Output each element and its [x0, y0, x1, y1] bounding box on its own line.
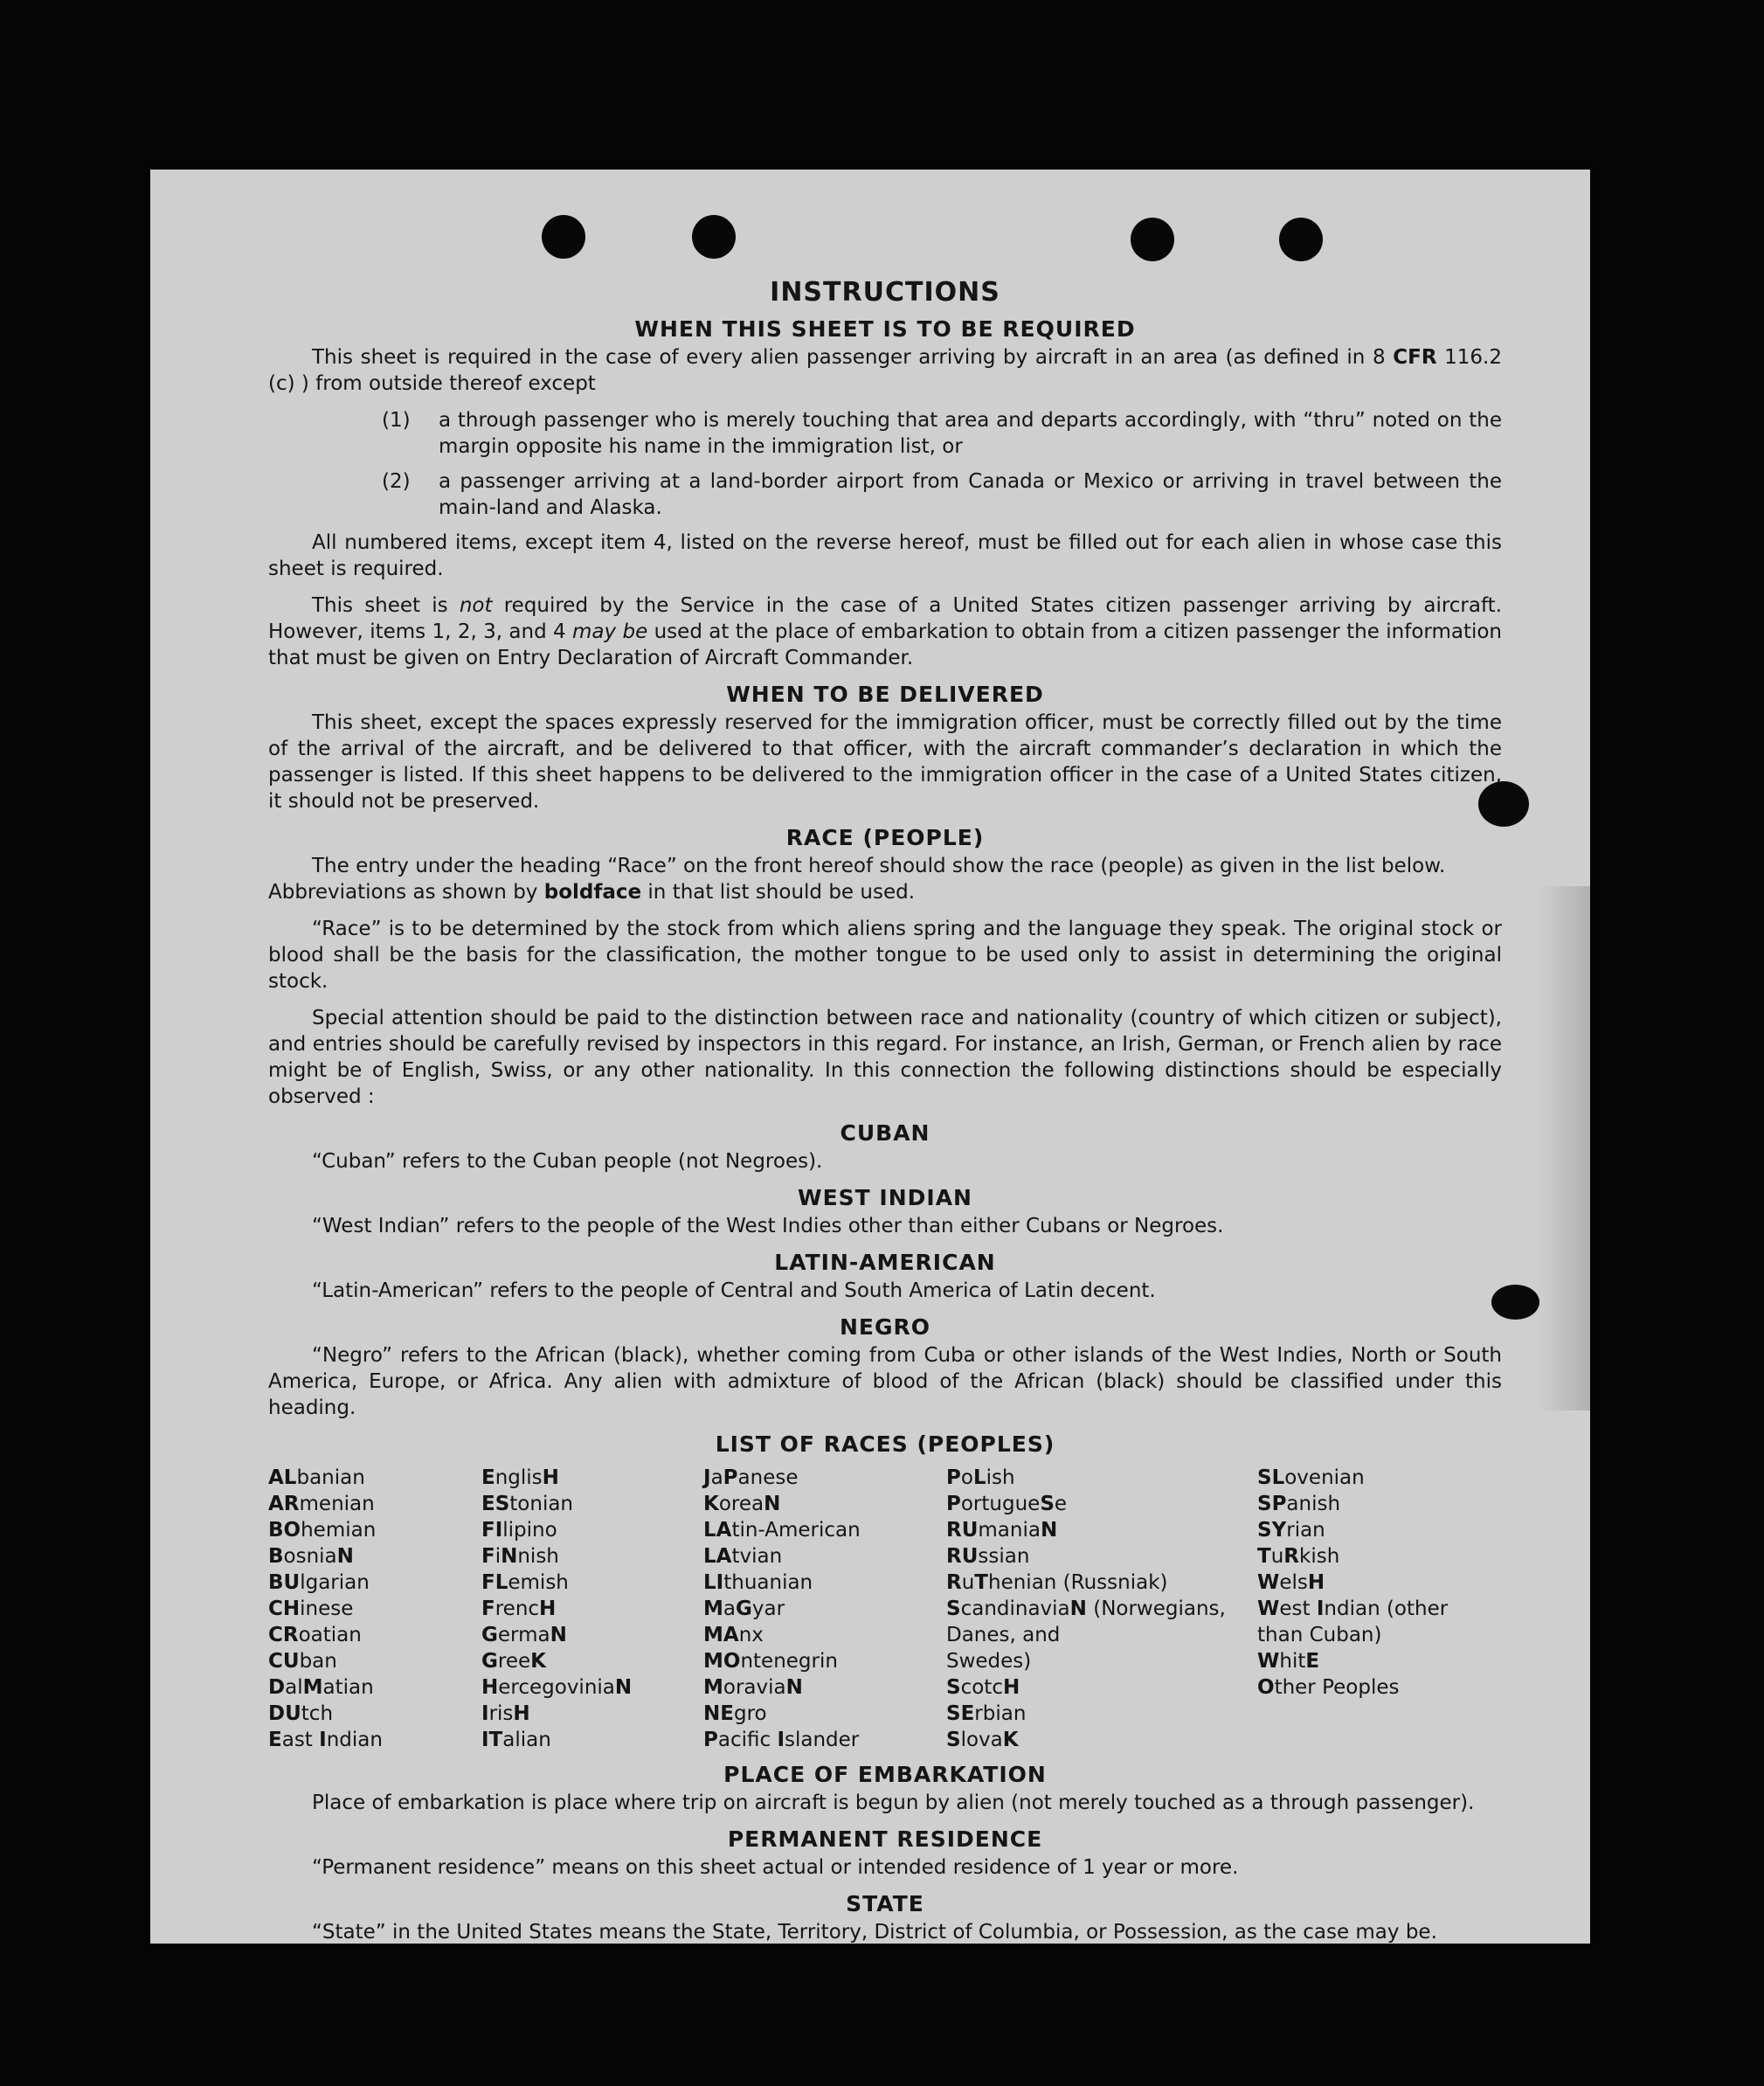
paragraph: The entry under the heading “Race” on the front hereof should show the race (people) as given in the list below.	[312, 855, 1446, 877]
race-entry: ScotcH	[946, 1676, 1020, 1699]
race-entry: TuRkish	[1257, 1545, 1340, 1568]
race-entry: LIthuanian	[703, 1571, 813, 1594]
race-entry: NEgro	[703, 1702, 767, 1725]
paragraph: “Latin-American” refers to the people of Central and South America of Latin decent.	[312, 1279, 1156, 1302]
race-entry: BUlgarian	[268, 1571, 370, 1594]
races-column	[268, 1465, 481, 1753]
paragraph: This sheet is not required by the Service in the case of a United States citizen passenger arriving by aircraft. However, items 1, 2, 3, and 4 may be used at the place of embarkation to obtain from a citizen passenger the information that must be given on Entry Declaration of Aircraft Commander.	[268, 594, 1502, 669]
race-entry: PortugueSe	[946, 1493, 1068, 1515]
paragraph: This sheet, except the spaces expressly reserved for the immigration officer, must be correctly filled out by the time of the arrival of the aircraft, and be delivered to that officer, with the aircraft commander’s declaration in which the passenger is listed. If this sheet happens to be delivered to the immigration officer in the case of a United States citizen, it should not be preserved.	[268, 711, 1502, 813]
race-entry: ITalian	[481, 1729, 551, 1751]
race-entry: SPanish	[1257, 1493, 1341, 1515]
race-entry: East Indian	[268, 1729, 383, 1751]
race-entry: WhitE	[1257, 1650, 1320, 1673]
paragraph: All numbered items, except item 4, listed on the reverse hereof, must be filled out for each alien in whose case this sheet is required.	[268, 531, 1502, 580]
race-entry: EnglisH	[481, 1466, 559, 1489]
race-entry: SErbian	[946, 1702, 1027, 1725]
races-column	[1257, 1465, 1467, 1753]
race-entry: MOntenegrin	[703, 1650, 838, 1673]
race-entry: KoreaN	[703, 1493, 781, 1515]
section-heading: STATE	[846, 1891, 924, 1916]
races-column	[946, 1465, 1257, 1753]
race-entry: RUmaniaN	[946, 1519, 1058, 1542]
race-entry: CRoatian	[268, 1624, 362, 1646]
race-entry: DalMatian	[268, 1676, 374, 1699]
race-entry: EStonian	[481, 1493, 574, 1515]
race-entry: MoraviaN	[703, 1676, 803, 1699]
race-entry: PoLish	[946, 1466, 1015, 1489]
race-entry: FiNnish	[481, 1545, 559, 1568]
paragraph: Special attention should be paid to the distinction between race and nationality (country of which citizen or subject), and entries should be carefully revised by inspectors in this regard. For instance, an Irish, German, or French alien by race might be of English, Swiss, or any other nationality. In this connection the following distinctions should be especially observed :	[268, 1007, 1502, 1108]
race-entry: FrencH	[481, 1597, 557, 1620]
item-number: (2)	[382, 470, 411, 493]
paragraph: “Permanent residence” means on this sheet actual or intended residence of 1 year or more.	[312, 1856, 1239, 1879]
race-entry: SlovaK	[946, 1729, 1019, 1751]
paragraph: Place of embarkation is place where trip on aircraft is begun by alien (not merely touched as a through passenger).	[312, 1791, 1475, 1814]
section-heading: WEST INDIAN	[798, 1185, 972, 1210]
race-entry: Danes, and	[946, 1624, 1061, 1646]
race-entry: RuThenian (Russniak)	[946, 1571, 1168, 1594]
section-heading: WHEN TO BE DELIVERED	[726, 682, 1044, 707]
race-entry: ScandinaviaN (Norwegians,	[946, 1597, 1226, 1620]
race-entry: FIlipino	[481, 1519, 557, 1542]
section-heading: NEGRO	[839, 1314, 931, 1340]
race-entry: ALbanian	[268, 1466, 365, 1489]
section-heading: LIST OF RACES (PEOPLES)	[715, 1431, 1055, 1457]
section-heading: RACE (PEOPLE)	[785, 825, 985, 850]
exception-item	[268, 407, 1502, 460]
paragraph: “State” in the United States means the State, Territory, District of Columbia, or Possession, as the case may be.	[312, 1921, 1437, 1944]
race-entry: DUtch	[268, 1702, 334, 1725]
race-entry: LAtin-American	[703, 1519, 861, 1542]
race-entry: than Cuban)	[1257, 1624, 1382, 1646]
race-entry: SLovenian	[1257, 1466, 1365, 1489]
section-heading: WHEN THIS SHEET IS TO BE REQUIRED	[634, 316, 1136, 342]
race-entry: Pacific Islander	[703, 1729, 860, 1751]
race-entry: BOhemian	[268, 1519, 377, 1542]
instructions-content	[268, 271, 1502, 1956]
race-entry: BosniaN	[268, 1545, 354, 1568]
race-entry: SYrian	[1257, 1519, 1325, 1542]
punch-hole	[1131, 218, 1174, 261]
race-entry: LAtvian	[703, 1545, 783, 1568]
race-entry: ARmenian	[268, 1493, 375, 1515]
item-text: a through passenger who is merely touching that area and departs accordingly, with “thru” noted on the margin opposite his name in the immigration list, or	[439, 409, 1502, 458]
item-text: a passenger arriving at a land-border airport from Canada or Mexico or arriving in travel between the main-land and Alaska.	[439, 470, 1502, 519]
paragraph: “Race” is to be determined by the stock from which aliens spring and the language they speak. The original stock or blood shall be the basis for the classification, the mother tongue to be used only to assist in determining the original stock.	[268, 918, 1502, 993]
paragraph: “Negro” refers to the African (black), whether coming from Cuba or other islands of the West Indies, North or South America, Europe, or Africa. Any alien with admixture of blood of the African (black) should be classified under this heading.	[268, 1344, 1502, 1419]
paragraph: Abbreviations as shown by boldface in that list should be used.	[268, 881, 916, 904]
paragraph: “West Indian” refers to the people of the West Indies other than either Cubans or Negroes.	[312, 1215, 1224, 1237]
item-number: (1)	[382, 409, 411, 432]
race-entry: JaPanese	[703, 1466, 799, 1489]
races-list	[268, 1465, 1502, 1753]
paragraph: “Cuban” refers to the Cuban people (not Negroes).	[312, 1150, 823, 1173]
race-entry: GermaN	[481, 1624, 567, 1646]
race-entry: FLemish	[481, 1571, 569, 1594]
section-heading: PERMANENT RESIDENCE	[727, 1826, 1043, 1852]
race-entry: GreeK	[481, 1650, 546, 1673]
races-column	[703, 1465, 946, 1753]
section-heading: LATIN-AMERICAN	[774, 1250, 996, 1275]
punch-hole	[542, 215, 585, 259]
races-column	[481, 1465, 703, 1753]
paragraph: This sheet is required in the case of every alien passenger arriving by aircraft in an area (as defined in 8 CFR 116.2 (c) ) from outside thereof except	[268, 346, 1503, 395]
race-entry: Other Peoples	[1257, 1676, 1400, 1699]
race-entry: IrisH	[481, 1702, 530, 1725]
race-entry: CUban	[268, 1650, 337, 1673]
section-heading: CUBAN	[840, 1120, 930, 1146]
punch-hole	[1279, 218, 1323, 261]
page-title: INSTRUCTIONS	[770, 277, 1000, 308]
race-entry: WelsH	[1257, 1571, 1325, 1594]
exception-item	[268, 468, 1502, 521]
race-entry: HercegoviniaN	[481, 1676, 633, 1699]
punch-hole	[692, 215, 736, 259]
race-entry: Swedes)	[946, 1650, 1032, 1673]
section-heading: PLACE OF EMBARKATION	[723, 1762, 1047, 1787]
race-entry: MAnx	[703, 1624, 764, 1646]
race-entry: RUssian	[946, 1545, 1030, 1568]
race-entry: West Indian (other	[1257, 1597, 1449, 1620]
race-entry: CHinese	[268, 1597, 354, 1620]
race-entry: MaGyar	[703, 1597, 785, 1620]
